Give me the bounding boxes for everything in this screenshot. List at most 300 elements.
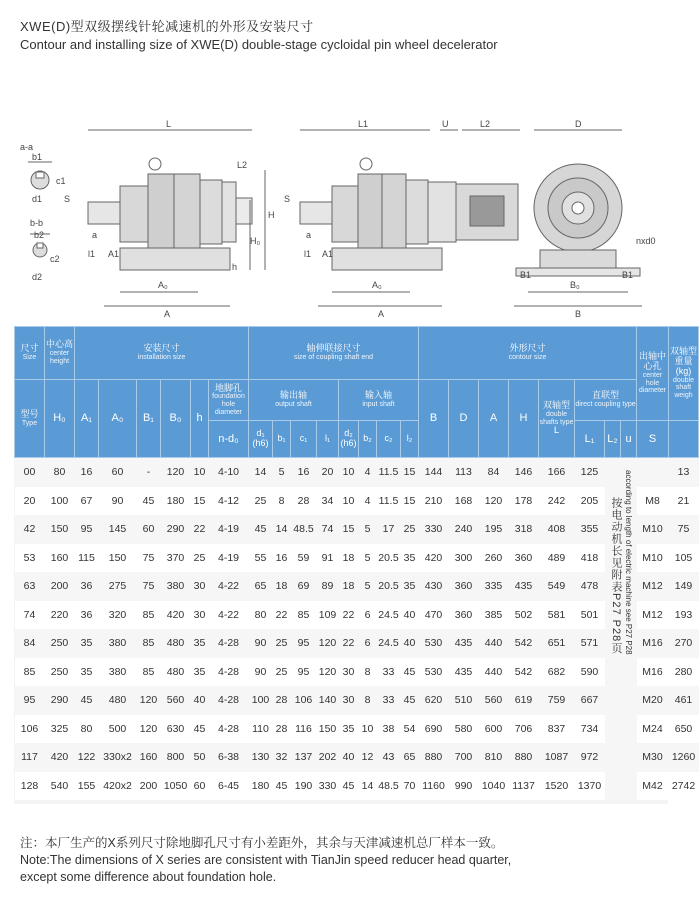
table-cell: 1160 (419, 772, 449, 801)
table-cell: 435 (509, 572, 539, 601)
table-header (15, 327, 699, 458)
table-cell: 90 (249, 658, 273, 687)
table-cell: 30 (191, 572, 209, 601)
table-cell: 202 (317, 743, 339, 772)
label-nxd0: nxd0 (636, 236, 656, 246)
table-cell: 120 (479, 487, 509, 516)
table-cell: 16 (75, 458, 99, 487)
table-cell: 480 (161, 658, 191, 687)
table-cell: 22 (339, 601, 359, 630)
table-cell: 549 (539, 572, 575, 601)
table-cell: M30 (637, 743, 669, 772)
table-cell: 30 (339, 658, 359, 687)
table-cell: 85 (137, 629, 161, 658)
table-cell: 8 (273, 487, 291, 516)
header-B: B (419, 380, 449, 458)
table-cell: 837 (539, 715, 575, 744)
table-cell: 25 (273, 658, 291, 687)
table-cell: 75 (669, 515, 699, 544)
table-body (15, 458, 699, 801)
table-cell: 80 (75, 715, 99, 744)
table-row (15, 487, 699, 516)
table-cell: 260 (479, 544, 509, 573)
table-cell: M24 (637, 715, 669, 744)
table-cell: 178 (509, 487, 539, 516)
table-cell: 24.5 (377, 601, 401, 630)
table-cell: 21 (669, 487, 699, 516)
table-cell: 95 (291, 629, 317, 658)
table-cell: 35 (339, 715, 359, 744)
table-cell: 25 (191, 544, 209, 573)
table-cell: 1087 (539, 743, 575, 772)
footnote-cn: 注：本厂生产的X系列尺寸除地脚孔尺寸有小差距外，其余与天津减速机总厂样本一致。 (20, 836, 504, 850)
table-cell: 972 (575, 743, 605, 772)
table-cell: 69 (291, 572, 317, 601)
table-cell: 33 (377, 686, 401, 715)
table-cell: 149 (669, 572, 699, 601)
header-size: 尺寸 Size (15, 327, 45, 380)
header-weight-unit (669, 421, 699, 458)
table-cell: 420 (45, 743, 75, 772)
table-cell: 35 (401, 544, 419, 573)
table-cell: 145 (99, 515, 137, 544)
table-cell: 2742 (669, 772, 699, 801)
table-cell: 530 (419, 658, 449, 687)
table-cell: 60 (99, 458, 137, 487)
motor-length-note-cn: 按电动机长见附表P27 P28页 (610, 497, 622, 655)
table-cell: 150 (45, 515, 75, 544)
table-cell: 6-38 (209, 743, 249, 772)
table-cell: 10 (191, 458, 209, 487)
table-row (15, 715, 699, 744)
table-cell: 22 (339, 629, 359, 658)
table-cell: 30 (339, 686, 359, 715)
label-B: B (575, 309, 582, 319)
table-cell: 120 (317, 658, 339, 687)
table-cell: 461 (669, 686, 699, 715)
header-nd0: n-d₀ (209, 421, 249, 458)
label-c1: c1 (56, 176, 66, 186)
table-cell: 16 (291, 458, 317, 487)
table-cell: M10 (637, 544, 669, 573)
table-cell: 408 (539, 515, 575, 544)
table-cell: 4-28 (209, 629, 249, 658)
table-cell: 250 (45, 629, 75, 658)
table-cell: 360 (449, 572, 479, 601)
table-cell: 435 (449, 629, 479, 658)
table-cell: 75 (137, 544, 161, 573)
table-cell: 300 (449, 544, 479, 573)
table-cell: 63 (15, 572, 45, 601)
header-S: S (637, 421, 669, 458)
table-cell: 5 (359, 515, 377, 544)
table-cell: M16 (637, 629, 669, 658)
table-cell: 25 (401, 515, 419, 544)
table-cell: 560 (479, 686, 509, 715)
table-cell: 18 (339, 544, 359, 573)
table-cell: 195 (479, 515, 509, 544)
table-cell: 10 (339, 458, 359, 487)
table-cell: 530 (419, 629, 449, 658)
table-cell: 180 (161, 487, 191, 516)
table-cell: 18 (339, 572, 359, 601)
table-cell: 22 (273, 601, 291, 630)
table-cell: 34 (317, 487, 339, 516)
table-cell: 65 (249, 572, 273, 601)
table-cell: 240 (449, 515, 479, 544)
table-cell: 630 (161, 715, 191, 744)
table-cell: 380 (99, 629, 137, 658)
table-cell: 420 (419, 544, 449, 573)
table-cell: 385 (479, 601, 509, 630)
table-row (15, 629, 699, 658)
table-cell: 4-28 (209, 658, 249, 687)
table-cell: 6 (359, 629, 377, 658)
table-row (15, 686, 699, 715)
dimension-table (14, 326, 699, 800)
table-cell: 540 (45, 772, 75, 801)
table-cell: 125 (575, 458, 605, 487)
label-H0-1: H₀ (250, 236, 261, 246)
table-cell: 15 (191, 487, 209, 516)
table-cell: 45 (401, 658, 419, 687)
table-cell: M42 (637, 772, 669, 801)
table-cell: 330 (317, 772, 339, 801)
table-cell: 75 (137, 572, 161, 601)
table-cell: 95 (75, 515, 99, 544)
table-cell: 5 (359, 544, 377, 573)
table-cell: 95 (15, 686, 45, 715)
table-cell: 10 (339, 487, 359, 516)
table-cell: 35 (191, 629, 209, 658)
table-cell: 330 (419, 515, 449, 544)
table-cell: 20.5 (377, 544, 401, 573)
table-cell: 275 (99, 572, 137, 601)
table-cell: 590 (575, 658, 605, 687)
table-cell: 15 (401, 458, 419, 487)
header-b2: b₂ (359, 421, 377, 458)
table-cell: - (137, 458, 161, 487)
table-cell: 250 (45, 658, 75, 687)
label-a-1: a (92, 230, 98, 240)
table-cell: 80 (249, 601, 273, 630)
table-cell: 489 (539, 544, 575, 573)
label-b2: b2 (34, 230, 45, 240)
table-cell: 502 (509, 601, 539, 630)
table-cell: 30 (191, 601, 209, 630)
label-A1-1: A1 (108, 249, 120, 259)
header-L1: L₁ (575, 421, 605, 458)
table-cell: 40 (401, 601, 419, 630)
table-cell: 35 (75, 629, 99, 658)
table-cell: M16 (637, 658, 669, 687)
table-cell: 542 (509, 658, 539, 687)
table-cell: 11.5 (377, 458, 401, 487)
table-cell: 600 (479, 715, 509, 744)
table-cell: 45 (137, 487, 161, 516)
header-d1: d₁ (h6) (249, 421, 273, 458)
label-A-1: A (164, 309, 171, 319)
table-cell: 4 (359, 458, 377, 487)
table-cell: 90 (99, 487, 137, 516)
table-cell: 1520 (539, 772, 575, 801)
label-A1-2: A1 (322, 249, 334, 259)
dimension-table-container (14, 326, 697, 804)
table-row (15, 772, 699, 801)
table-cell: 50 (191, 743, 209, 772)
table-cell: 15 (339, 515, 359, 544)
label-a-2: a (306, 230, 312, 240)
label-A0-2: A₀ (372, 280, 382, 290)
header-input-shaft: 输入轴 input shaft (339, 380, 419, 421)
table-cell: 84 (15, 629, 45, 658)
table-row (15, 515, 699, 544)
header-coupling-size: 轴伸联接尺寸 size of coupling shaft end (249, 327, 419, 380)
header-contour-size: 外形尺寸 contour size (419, 327, 637, 380)
header-d2: d₂ (h6) (339, 421, 359, 458)
table-cell: 43 (377, 743, 401, 772)
header-A0: A₀ (99, 380, 137, 458)
label-b1: b1 (32, 152, 43, 162)
table-cell: 580 (449, 715, 479, 744)
table-cell: 360 (449, 601, 479, 630)
table-cell: 280 (669, 658, 699, 687)
table-cell: 120 (317, 629, 339, 658)
table-cell: 5 (359, 572, 377, 601)
table-cell: 290 (45, 686, 75, 715)
table-cell: 105 (669, 544, 699, 573)
table-row (15, 601, 699, 630)
table-cell: 6 (359, 601, 377, 630)
label-A0-1: A₀ (158, 280, 168, 290)
label-section-aa: a-a (20, 142, 34, 152)
label-L2-2: L2 (480, 119, 491, 129)
footnote (20, 835, 511, 886)
table-cell: 542 (509, 629, 539, 658)
header-D: D (449, 380, 479, 458)
table-cell: 120 (161, 458, 191, 487)
table-cell: 36 (75, 601, 99, 630)
table-cell: 36 (75, 572, 99, 601)
table-cell: 290 (161, 515, 191, 544)
table-cell: 430 (419, 572, 449, 601)
table-cell: 619 (509, 686, 539, 715)
table-cell: 510 (449, 686, 479, 715)
table-cell: 22 (191, 515, 209, 544)
table-cell: 24.5 (377, 629, 401, 658)
header-c1: c₁ (291, 421, 317, 458)
label-h-1: h (232, 262, 238, 272)
table-cell: 106 (15, 715, 45, 744)
table-cell: 800 (161, 743, 191, 772)
table-cell: 1260 (669, 743, 699, 772)
table-cell: 20 (317, 458, 339, 487)
table-cell: 48.5 (291, 515, 317, 544)
table-cell: 990 (449, 772, 479, 801)
table-cell: 54 (401, 715, 419, 744)
table-row (15, 544, 699, 573)
table-cell: 146 (509, 458, 539, 487)
label-H-1: H (268, 210, 275, 220)
table-cell: 150 (317, 715, 339, 744)
table-cell: 160 (137, 743, 161, 772)
table-cell: 91 (317, 544, 339, 573)
label-L1: L1 (358, 119, 369, 129)
table-cell: 1370 (575, 772, 605, 801)
table-cell: 48.5 (377, 772, 401, 801)
table-cell: 130 (249, 743, 273, 772)
table-cell: 45 (339, 772, 359, 801)
table-cell: 380 (161, 572, 191, 601)
table-cell: 418 (575, 544, 605, 573)
table-cell: 470 (419, 601, 449, 630)
table-cell: 25 (249, 487, 273, 516)
header-H0: H₀ (45, 380, 75, 458)
table-cell: 74 (317, 515, 339, 544)
table-cell: 137 (291, 743, 317, 772)
table-cell: 581 (539, 601, 575, 630)
table-cell: 120 (137, 686, 161, 715)
table-cell: 84 (479, 458, 509, 487)
table-cell: 35 (191, 658, 209, 687)
table-cell: 74 (15, 601, 45, 630)
table-cell: 325 (45, 715, 75, 744)
header-output-shaft: 输出轴 output shaft (249, 380, 339, 421)
table-cell: 420 (161, 601, 191, 630)
table-cell: 150 (99, 544, 137, 573)
table-cell: 113 (449, 458, 479, 487)
table-cell: M10 (637, 515, 669, 544)
header-weight: 双轴型重量(kg) double shaft weigh (669, 327, 699, 421)
table-cell: 370 (161, 544, 191, 573)
table-cell: 571 (575, 629, 605, 658)
table-cell: 440 (479, 629, 509, 658)
label-U: U (442, 119, 449, 129)
table-cell: 690 (419, 715, 449, 744)
table-cell: 53 (15, 544, 45, 573)
table-cell: 85 (137, 658, 161, 687)
table-cell: 117 (15, 743, 45, 772)
label-B1-left: B1 (520, 270, 532, 280)
header-l2: l₂ (401, 421, 419, 458)
table-cell: 45 (401, 686, 419, 715)
table-cell: 144 (419, 458, 449, 487)
table-cell: 682 (539, 658, 575, 687)
table-cell: 5 (273, 458, 291, 487)
label-B0: B₀ (570, 280, 580, 290)
header-b1: b₁ (273, 421, 291, 458)
table-cell: 4-28 (209, 686, 249, 715)
table-cell: 42 (15, 515, 45, 544)
table-cell: 85 (137, 601, 161, 630)
table-cell: 32 (273, 743, 291, 772)
table-cell: 109 (317, 601, 339, 630)
table-cell: 560 (161, 686, 191, 715)
table-cell: 440 (479, 658, 509, 687)
page-title-cn: XWE(D)型双级摆线针轮减速机的外形及安装尺寸 (20, 19, 314, 34)
table-cell: 4-22 (209, 601, 249, 630)
table-cell: 45 (191, 715, 209, 744)
table-cell: 10 (359, 715, 377, 744)
table-cell: 500 (99, 715, 137, 744)
table-row (15, 743, 699, 772)
table-cell: 60 (137, 515, 161, 544)
table-cell: 8 (359, 658, 377, 687)
table-cell: 28 (273, 686, 291, 715)
table-cell: 734 (575, 715, 605, 744)
label-D: D (575, 119, 582, 129)
label-A-2: A (378, 309, 385, 319)
header-installation-size: 安装尺寸 installation size (75, 327, 249, 380)
header-output-center-hole: 出轴中心孔 center hole diameter (637, 327, 669, 421)
header-H: H (509, 380, 539, 458)
table-cell: 12 (359, 743, 377, 772)
header-double-shaft-L: 双轴型 double shafts type L (539, 380, 575, 458)
table-cell: 65 (401, 743, 419, 772)
table-cell: 70 (401, 772, 419, 801)
header-type: 型号 Type (15, 380, 45, 458)
table-cell: 33 (377, 658, 401, 687)
footnote-en-2: except some difference about foundation hole. (20, 870, 277, 884)
table-cell: 880 (419, 743, 449, 772)
table-cell: 180 (249, 772, 273, 801)
footnote-en-1: Note:The dimensions of X series are consistent with TianJin speed reducer head quarter, (20, 853, 512, 867)
header-h: h (191, 380, 209, 458)
table-cell: 14 (273, 515, 291, 544)
table-cell: 40 (339, 743, 359, 772)
table-cell: 330x2 (99, 743, 137, 772)
table-cell: 355 (575, 515, 605, 544)
table-cell: 168 (449, 487, 479, 516)
table-cell: M12 (637, 572, 669, 601)
table-cell: 220 (45, 601, 75, 630)
header-A1: A₁ (75, 380, 99, 458)
header-B1: B₁ (137, 380, 161, 458)
table-cell: 1050 (161, 772, 191, 801)
table-cell: 160 (45, 544, 75, 573)
table-cell: 122 (75, 743, 99, 772)
table-cell: 67 (75, 487, 99, 516)
table-cell: 18 (273, 572, 291, 601)
table-cell: 35 (75, 658, 99, 687)
table-cell: 4-19 (209, 544, 249, 573)
table-cell: 420x2 (99, 772, 137, 801)
motor-length-note (605, 458, 637, 801)
table-cell: M8 (637, 487, 669, 516)
table-cell: 140 (317, 686, 339, 715)
table-cell: 4-10 (209, 458, 249, 487)
table-cell: 00 (15, 458, 45, 487)
table-cell: 60 (191, 772, 209, 801)
table-cell: 205 (575, 487, 605, 516)
header-B0: B₀ (161, 380, 191, 458)
table-cell: 13 (669, 458, 699, 487)
table-cell: 320 (99, 601, 137, 630)
table-cell: 59 (291, 544, 317, 573)
table-cell: 360 (509, 544, 539, 573)
header-direct-coupling: 直联型 direct coupling type (575, 380, 637, 421)
table-row (15, 572, 699, 601)
table-cell: 242 (539, 487, 575, 516)
motor-length-note-en: according to length of electric machine see P27 P28 (624, 470, 633, 655)
table-cell (637, 458, 669, 487)
label-S-2: S (284, 194, 291, 204)
table-cell: 115 (75, 544, 99, 573)
table-cell: 435 (449, 658, 479, 687)
table-cell: 85 (291, 601, 317, 630)
table-row (15, 658, 699, 687)
header-l1: l₁ (317, 421, 339, 458)
